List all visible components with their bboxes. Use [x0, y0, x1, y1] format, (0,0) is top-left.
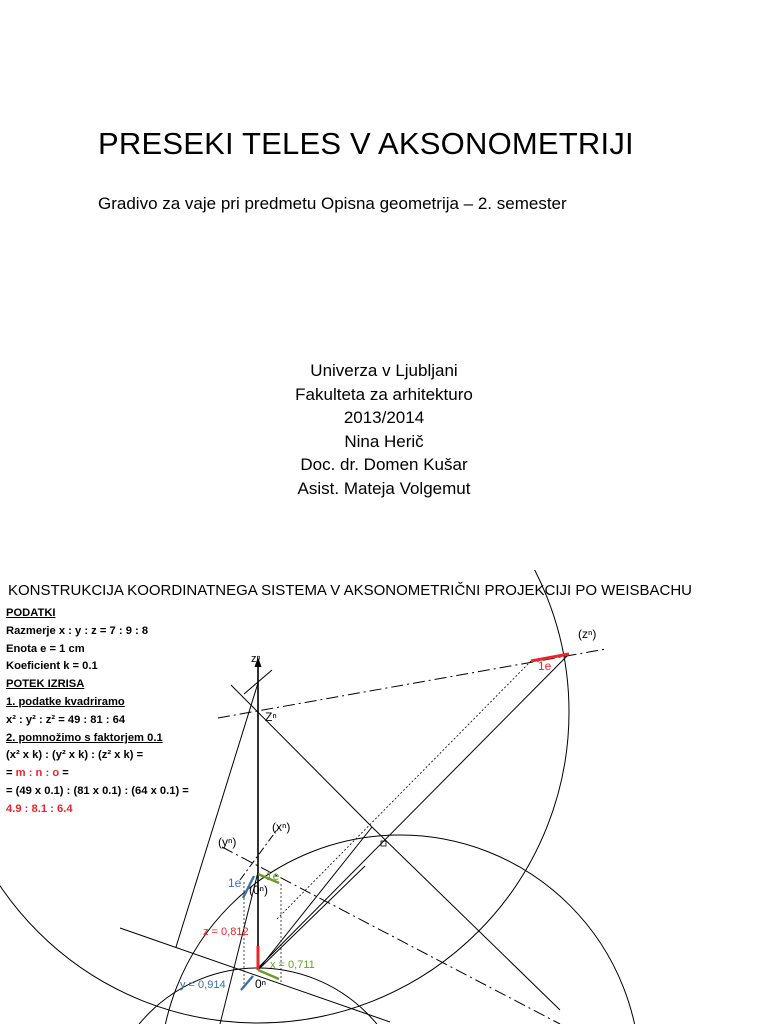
credit-year: 2013/2014 [343, 408, 425, 428]
left-line-b [120, 928, 390, 1022]
step2-numbers: = (49 x 0.1) : (81 x 0.1) : (64 x 0.1) = [6, 784, 189, 797]
procedure-heading: POTEK IZRISA [6, 678, 85, 691]
data-heading: PODATKI [6, 607, 56, 619]
diagonal-right [372, 827, 560, 1010]
document-title: PRESEKI TELES V AKSONOMETRIJI [98, 126, 634, 161]
on-paren-label: (0ⁿ) [249, 883, 269, 897]
step2-result: 4.9 : 8.1 : 6.4 [6, 802, 73, 815]
mno-text: m : n : o [15, 767, 60, 780]
yn-paren-label: (yⁿ) [218, 835, 237, 849]
mno-suffix: = [59, 767, 69, 780]
step2-mno-line [6, 765, 189, 783]
credit-assistant: Asist. Mateja Volgemut [297, 478, 471, 498]
unit-line: Enota e = 1 cm [6, 642, 85, 655]
credit-university: Univerza v Ljubljani [310, 361, 458, 380]
credit-faculty: Fakulteta za arhitekturo [295, 384, 473, 404]
step1-heading: 1. podatke kvadriramo [6, 695, 125, 708]
zn-top-label: zⁿ [251, 653, 261, 665]
red-unit-label: 1e [538, 659, 552, 673]
blue-y-segment [241, 976, 253, 990]
y-value-label: y = 0,914 [180, 979, 226, 991]
ratio-line: Razmerje x : y : z = 7 : 9 : 8 [6, 624, 149, 637]
parallel-line [258, 827, 372, 970]
blue-unit-label: 1e [228, 876, 242, 890]
z-value-label: z = 0,812 [203, 926, 249, 938]
dotted-line-zn [276, 661, 531, 920]
credit-professor: Doc. dr. Domen Kušar [300, 455, 468, 475]
x-value-label: x = 0,711 [270, 959, 315, 971]
Zn-label: Zⁿ [265, 710, 277, 724]
construction-title: KONSTRUKCIJA KOORDINATNEGA SISTEMA V AKSONOMETRIČNI PROJEKCIJI PO WEISBACHU [8, 582, 693, 599]
step2-formula: (x² x k) : (y² x k) : (z² x k) = [6, 749, 144, 762]
xn-paren-label: (xⁿ) [272, 820, 291, 834]
construction-slide [0, 570, 768, 1024]
credit-author: Nina Herič [344, 431, 424, 451]
coefficient-line: Koeficient k = 0.1 [6, 660, 98, 673]
green-unit-label: 1e [266, 869, 280, 883]
zn-paren-label: (zⁿ) [578, 627, 597, 641]
origin-label: 0ⁿ [255, 977, 267, 991]
credits-block [0, 359, 768, 501]
step2-heading: 2. pomnožimo s faktorjem 0.1 [6, 731, 163, 744]
mno-prefix: = [6, 767, 16, 780]
edge-line-zn [258, 654, 569, 968]
data-panel [6, 605, 189, 819]
cross-line-a [231, 685, 372, 827]
step1-formula: x² : y² : z² = 49 : 81 : 64 [6, 713, 126, 726]
document-subtitle: Gradivo za vaje pri predmetu Opisna geometrija – 2. semester [98, 194, 567, 213]
